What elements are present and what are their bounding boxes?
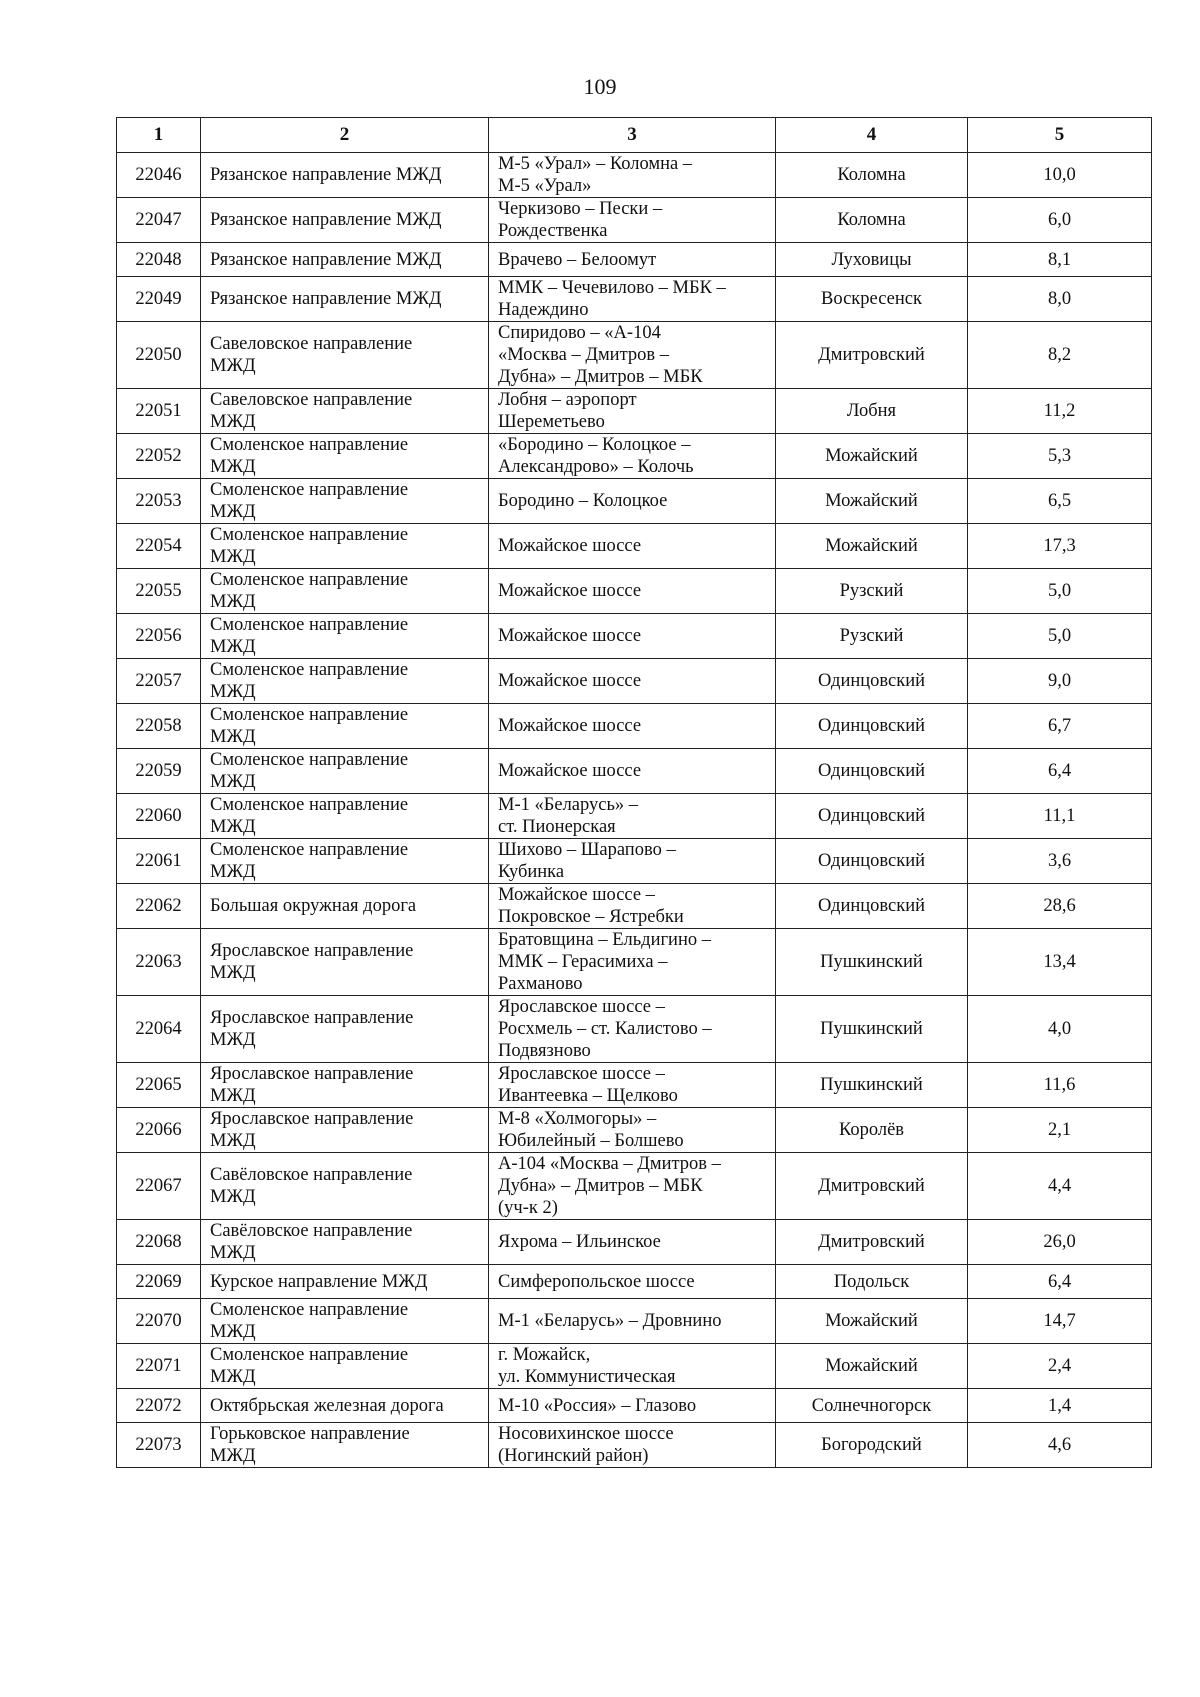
district-cell: Можайский	[776, 434, 968, 479]
table-row	[117, 749, 1152, 794]
direction-cell: Ярославское направление МЖД	[201, 929, 489, 996]
district-cell: Луховицы	[776, 243, 968, 277]
route-cell: А-104 «Москва – Дмитров – Дубна» – Дмитров – МБК (уч-к 2)	[489, 1153, 776, 1220]
route-cell: Симферопольское шоссе	[489, 1265, 776, 1299]
length-cell: 5,3	[968, 434, 1152, 479]
length-cell: 8,0	[968, 277, 1152, 322]
table-row	[117, 794, 1152, 839]
row-id-cell: 22062	[117, 884, 201, 929]
district-cell: Королёв	[776, 1108, 968, 1153]
direction-cell: Смоленское направление МЖД	[201, 839, 489, 884]
district-cell: Солнечногорск	[776, 1389, 968, 1423]
row-id-cell: 22049	[117, 277, 201, 322]
direction-cell: Смоленское направление МЖД	[201, 1344, 489, 1389]
district-cell: Рузский	[776, 569, 968, 614]
row-id-cell: 22066	[117, 1108, 201, 1153]
district-cell: Можайский	[776, 1299, 968, 1344]
row-id-cell: 22050	[117, 322, 201, 389]
length-cell: 28,6	[968, 884, 1152, 929]
length-cell: 2,4	[968, 1344, 1152, 1389]
column-header-3: 3	[489, 118, 776, 153]
row-id-cell: 22058	[117, 704, 201, 749]
route-cell: М-1 «Беларусь» – Дровнино	[489, 1299, 776, 1344]
route-cell: Можайское шоссе	[489, 659, 776, 704]
page-number: 109	[583, 74, 617, 99]
district-cell: Можайский	[776, 1344, 968, 1389]
length-cell: 6,5	[968, 479, 1152, 524]
district-cell: Воскресенск	[776, 277, 968, 322]
route-cell: Шихово – Шарапово – Кубинка	[489, 839, 776, 884]
row-id-cell: 22065	[117, 1063, 201, 1108]
length-cell: 13,4	[968, 929, 1152, 996]
length-cell: 6,0	[968, 198, 1152, 243]
direction-cell: Рязанское направление МЖД	[201, 277, 489, 322]
length-cell: 8,1	[968, 243, 1152, 277]
length-cell: 4,6	[968, 1423, 1152, 1468]
route-cell: г. Можайск, ул. Коммунистическая	[489, 1344, 776, 1389]
length-cell: 4,0	[968, 996, 1152, 1063]
route-cell: Можайское шоссе – Покровское – Ястребки	[489, 884, 776, 929]
row-id-cell: 22067	[117, 1153, 201, 1220]
table-row	[117, 322, 1152, 389]
direction-cell: Курское направление МЖД	[201, 1265, 489, 1299]
route-cell: Ярославское шоссе – Ивантеевка – Щелково	[489, 1063, 776, 1108]
table-row	[117, 524, 1152, 569]
table-row	[117, 1063, 1152, 1108]
table-row	[117, 479, 1152, 524]
district-cell: Рузский	[776, 614, 968, 659]
length-cell: 5,0	[968, 569, 1152, 614]
route-cell: Братовщина – Ельдигино – ММК – Герасимиха – Рахманово	[489, 929, 776, 996]
route-cell: Бородино – Колоцкое	[489, 479, 776, 524]
direction-cell: Рязанское направление МЖД	[201, 198, 489, 243]
district-cell: Одинцовский	[776, 659, 968, 704]
route-cell: М-1 «Беларусь» – ст. Пионерская	[489, 794, 776, 839]
route-cell: Можайское шоссе	[489, 569, 776, 614]
direction-cell: Савеловское направление МЖД	[201, 322, 489, 389]
direction-cell: Октябрьская железная дорога	[201, 1389, 489, 1423]
route-cell: Врачево – Белоомут	[489, 243, 776, 277]
route-cell: Ярославское шоссе – Росхмель – ст. Калистово – Подвязново	[489, 996, 776, 1063]
length-cell: 6,7	[968, 704, 1152, 749]
row-id-cell: 22072	[117, 1389, 201, 1423]
route-cell: Можайское шоссе	[489, 749, 776, 794]
length-cell: 2,1	[968, 1108, 1152, 1153]
table-row	[117, 1299, 1152, 1344]
district-cell: Можайский	[776, 479, 968, 524]
length-cell: 11,1	[968, 794, 1152, 839]
length-cell: 11,6	[968, 1063, 1152, 1108]
direction-cell: Савеловское направление МЖД	[201, 389, 489, 434]
district-cell: Одинцовский	[776, 884, 968, 929]
district-cell: Коломна	[776, 198, 968, 243]
direction-cell: Смоленское направление МЖД	[201, 569, 489, 614]
table-body	[117, 153, 1152, 1468]
length-cell: 8,2	[968, 322, 1152, 389]
route-cell: Можайское шоссе	[489, 704, 776, 749]
direction-cell: Смоленское направление МЖД	[201, 1299, 489, 1344]
district-cell: Лобня	[776, 389, 968, 434]
direction-cell: Смоленское направление МЖД	[201, 749, 489, 794]
row-id-cell: 22073	[117, 1423, 201, 1468]
route-cell: Носовихинское шоссе (Ногинский район)	[489, 1423, 776, 1468]
district-cell: Пушкинский	[776, 996, 968, 1063]
column-header-1: 1	[117, 118, 201, 153]
column-header-4: 4	[776, 118, 968, 153]
table-row	[117, 659, 1152, 704]
direction-cell: Смоленское направление МЖД	[201, 794, 489, 839]
table-row	[117, 277, 1152, 322]
table-row	[117, 434, 1152, 479]
route-cell: Яхрома – Ильинское	[489, 1220, 776, 1265]
direction-cell: Ярославское направление МЖД	[201, 1108, 489, 1153]
direction-cell: Рязанское направление МЖД	[201, 153, 489, 198]
row-id-cell: 22070	[117, 1299, 201, 1344]
direction-cell: Ярославское направление МЖД	[201, 996, 489, 1063]
table-row	[117, 389, 1152, 434]
direction-cell: Смоленское направление МЖД	[201, 659, 489, 704]
row-id-cell: 22068	[117, 1220, 201, 1265]
table-row	[117, 569, 1152, 614]
direction-cell: Ярославское направление МЖД	[201, 1063, 489, 1108]
table-row	[117, 1265, 1152, 1299]
length-cell: 10,0	[968, 153, 1152, 198]
row-id-cell: 22048	[117, 243, 201, 277]
length-cell: 11,2	[968, 389, 1152, 434]
row-id-cell: 22046	[117, 153, 201, 198]
route-cell: М-5 «Урал» – Коломна – М-5 «Урал»	[489, 153, 776, 198]
header-row	[117, 118, 1152, 153]
length-cell: 5,0	[968, 614, 1152, 659]
district-cell: Одинцовский	[776, 839, 968, 884]
length-cell: 6,4	[968, 749, 1152, 794]
table-header	[117, 118, 1152, 153]
district-cell: Одинцовский	[776, 704, 968, 749]
direction-cell: Смоленское направление МЖД	[201, 434, 489, 479]
length-cell: 14,7	[968, 1299, 1152, 1344]
table-row	[117, 153, 1152, 198]
table-row	[117, 1220, 1152, 1265]
roads-table	[116, 117, 1152, 1468]
row-id-cell: 22069	[117, 1265, 201, 1299]
district-cell: Одинцовский	[776, 749, 968, 794]
district-cell: Пушкинский	[776, 1063, 968, 1108]
column-header-2: 2	[201, 118, 489, 153]
route-cell: М-8 «Холмогоры» – Юбилейный – Болшево	[489, 1108, 776, 1153]
length-cell: 9,0	[968, 659, 1152, 704]
route-cell: Спиридово – «А-104 «Москва – Дмитров – Дубна» – Дмитров – МБК	[489, 322, 776, 389]
row-id-cell: 22056	[117, 614, 201, 659]
table-row	[117, 929, 1152, 996]
length-cell: 1,4	[968, 1389, 1152, 1423]
row-id-cell: 22054	[117, 524, 201, 569]
district-cell: Богородский	[776, 1423, 968, 1468]
table-row	[117, 884, 1152, 929]
direction-cell: Рязанское направление МЖД	[201, 243, 489, 277]
length-cell: 4,4	[968, 1153, 1152, 1220]
district-cell: Можайский	[776, 524, 968, 569]
table-row	[117, 614, 1152, 659]
district-cell: Коломна	[776, 153, 968, 198]
route-cell: Черкизово – Пески – Рождественка	[489, 198, 776, 243]
table-row	[117, 839, 1152, 884]
district-cell: Пушкинский	[776, 929, 968, 996]
column-header-5: 5	[968, 118, 1152, 153]
district-cell: Подольск	[776, 1265, 968, 1299]
row-id-cell: 22047	[117, 198, 201, 243]
route-cell: Можайское шоссе	[489, 614, 776, 659]
table-row	[117, 1389, 1152, 1423]
row-id-cell: 22055	[117, 569, 201, 614]
row-id-cell: 22057	[117, 659, 201, 704]
table-row	[117, 1423, 1152, 1468]
table-row	[117, 243, 1152, 277]
length-cell: 6,4	[968, 1265, 1152, 1299]
direction-cell: Смоленское направление МЖД	[201, 524, 489, 569]
row-id-cell: 22053	[117, 479, 201, 524]
direction-cell: Горьковское направление МЖД	[201, 1423, 489, 1468]
route-cell: М-10 «Россия» – Глазово	[489, 1389, 776, 1423]
length-cell: 26,0	[968, 1220, 1152, 1265]
row-id-cell: 22060	[117, 794, 201, 839]
row-id-cell: 22061	[117, 839, 201, 884]
length-cell: 3,6	[968, 839, 1152, 884]
direction-cell: Савёловское направление МЖД	[201, 1220, 489, 1265]
table-row	[117, 704, 1152, 749]
row-id-cell: 22064	[117, 996, 201, 1063]
table-row	[117, 1108, 1152, 1153]
row-id-cell: 22059	[117, 749, 201, 794]
row-id-cell: 22051	[117, 389, 201, 434]
district-cell: Дмитровский	[776, 1220, 968, 1265]
district-cell: Дмитровский	[776, 322, 968, 389]
route-cell: Можайское шоссе	[489, 524, 776, 569]
district-cell: Одинцовский	[776, 794, 968, 839]
direction-cell: Большая окружная дорога	[201, 884, 489, 929]
route-cell: Лобня – аэропорт Шереметьево	[489, 389, 776, 434]
direction-cell: Смоленское направление МЖД	[201, 614, 489, 659]
direction-cell: Смоленское направление МЖД	[201, 479, 489, 524]
table-row	[117, 996, 1152, 1063]
length-cell: 17,3	[968, 524, 1152, 569]
district-cell: Дмитровский	[776, 1153, 968, 1220]
table-row	[117, 198, 1152, 243]
route-cell: ММК – Чечевилово – МБК – Надеждино	[489, 277, 776, 322]
route-cell: «Бородино – Колоцкое – Александрово» – Колочь	[489, 434, 776, 479]
row-id-cell: 22071	[117, 1344, 201, 1389]
direction-cell: Смоленское направление МЖД	[201, 704, 489, 749]
table-row	[117, 1344, 1152, 1389]
direction-cell: Савёловское направление МЖД	[201, 1153, 489, 1220]
row-id-cell: 22063	[117, 929, 201, 996]
row-id-cell: 22052	[117, 434, 201, 479]
table-row	[117, 1153, 1152, 1220]
